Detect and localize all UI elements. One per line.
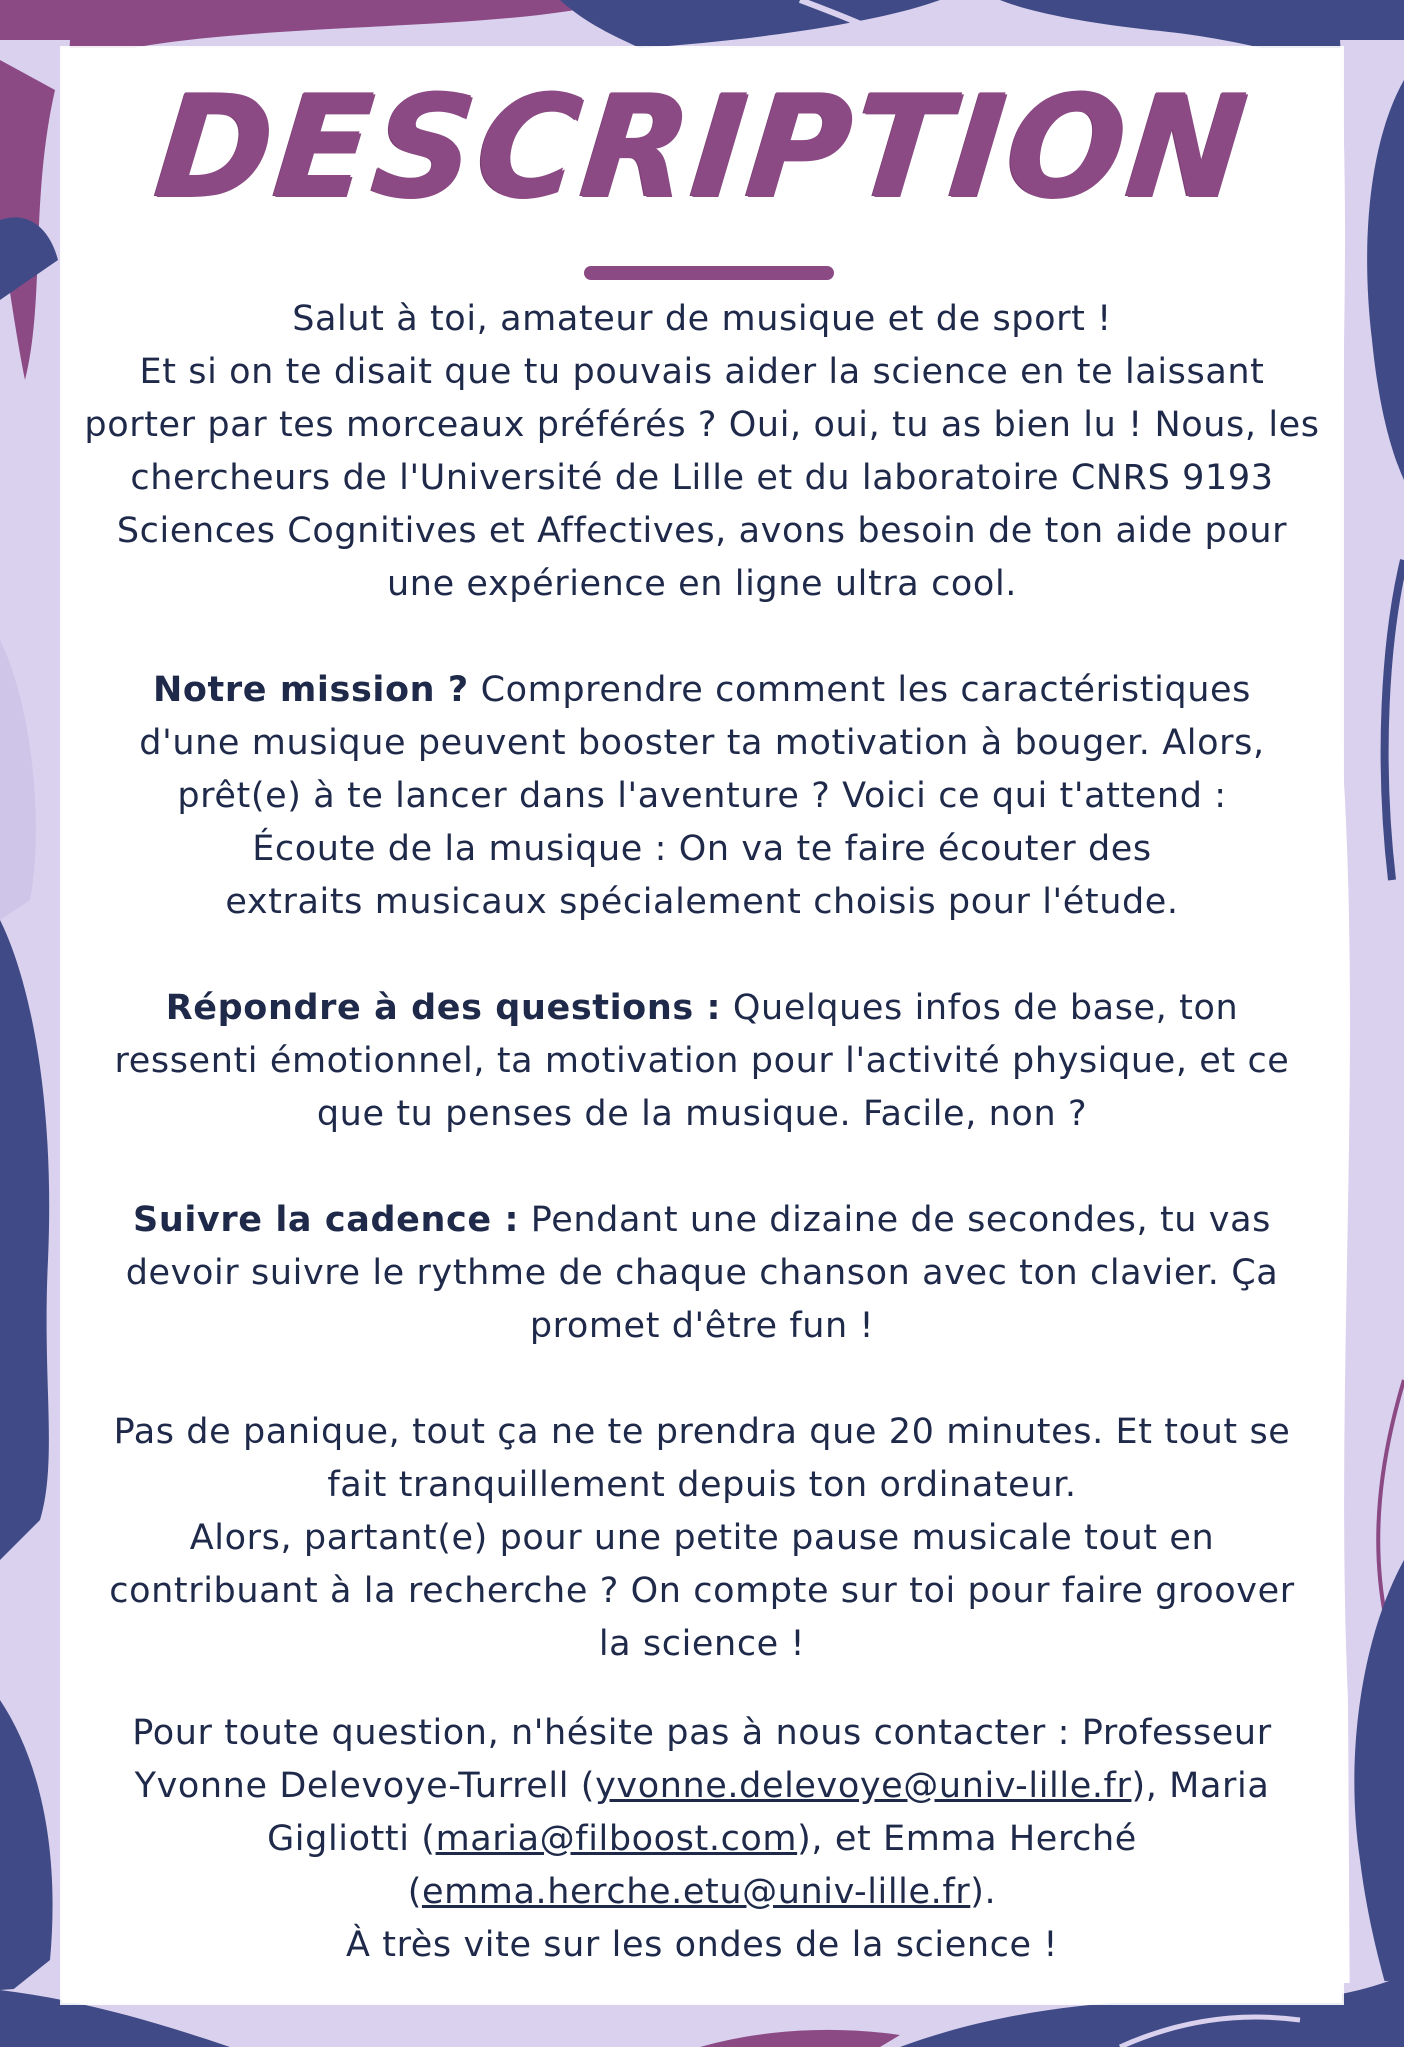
contact-prefix: Pour toute question, n'hésite pas à nous contacter : Professeur Yvonne Delevoye-Turrell ( — [132, 1713, 1272, 1806]
farewell-line: À très vite sur les ondes de la science ! — [345, 1925, 1058, 1965]
mission-text: Comprendre comment les caractéristiques d'une musique peuvent booster ta motivation à bouger. Alors, prêt(e) à te lancer dans l'aventure ? Voici ce qui t'attend : — [139, 670, 1265, 816]
description-body — [62, 293, 1342, 1972]
spacer — [62, 1141, 1342, 1194]
questions-text: Quelques infos de base, ton ressenti émotionnel, ta motivation pour l'activité physique, et ce que tu penses de la musique. Facile, non ? — [114, 988, 1290, 1134]
title-wrap — [62, 64, 1342, 229]
email-link-yvonne[interactable]: yvonne.delevoye@univ-lille.fr — [595, 1766, 1132, 1806]
spacer — [62, 929, 1342, 982]
page-title: DESCRIPTION — [148, 64, 1256, 229]
contact-mid-2: ), et Emma Herché ( — [407, 1819, 1137, 1912]
invitation-paragraph: Alors, partant(e) pour une petite pause musicale tout en contribuant à la recherche ? On compte sur toi pour faire groover la science ! — [109, 1518, 1295, 1664]
duration-paragraph: Pas de panique, tout ça ne te prendra que 20 minutes. Et tout se fait tranquillement depuis ton ordinateur. — [113, 1412, 1291, 1505]
spacer — [62, 1353, 1342, 1406]
description-card — [62, 48, 1342, 2003]
mission-label: Notre mission ? — [153, 670, 469, 710]
questions-paragraph — [62, 982, 1342, 1141]
intro-paragraph: Et si on te disait que tu pouvais aider la science en te laissant porter par tes morceaux préférés ? Oui, oui, tu as bien lu ! Nous, les chercheurs de l'Université de Lille et du laboratoire CNRS 9193 Sciences Cognitives et Affectives, avons besoin de ton aide pour une expérience en ligne ultra cool. — [84, 352, 1320, 604]
questions-label: Répondre à des questions : — [165, 988, 722, 1028]
contact-suffix: ). — [970, 1872, 997, 1912]
cadence-label: Suivre la cadence : — [133, 1200, 520, 1240]
title-underline — [584, 266, 834, 280]
intro-greeting: Salut à toi, amateur de musique et de sport ! — [292, 299, 1112, 339]
contact-paragraph — [62, 1707, 1342, 1919]
email-link-maria[interactable]: maria@filboost.com — [435, 1819, 798, 1859]
listening-paragraph: Écoute de la musique : On va te faire écouter des extraits musicaux spécialement choisis pour l'étude. — [225, 829, 1179, 922]
spacer — [62, 611, 1342, 664]
mission-paragraph — [62, 664, 1342, 823]
spacer — [62, 1671, 1342, 1707]
contact-mid-1: ), Maria Gigliotti ( — [267, 1766, 1270, 1859]
cadence-text: Pendant une dizaine de secondes, tu vas devoir suivre le rythme de chaque chanson avec ton clavier. Ça promet d'être fun ! — [125, 1200, 1279, 1346]
email-link-emma[interactable]: emma.herche.etu@univ-lille.fr — [421, 1872, 971, 1912]
cadence-paragraph — [62, 1194, 1342, 1353]
